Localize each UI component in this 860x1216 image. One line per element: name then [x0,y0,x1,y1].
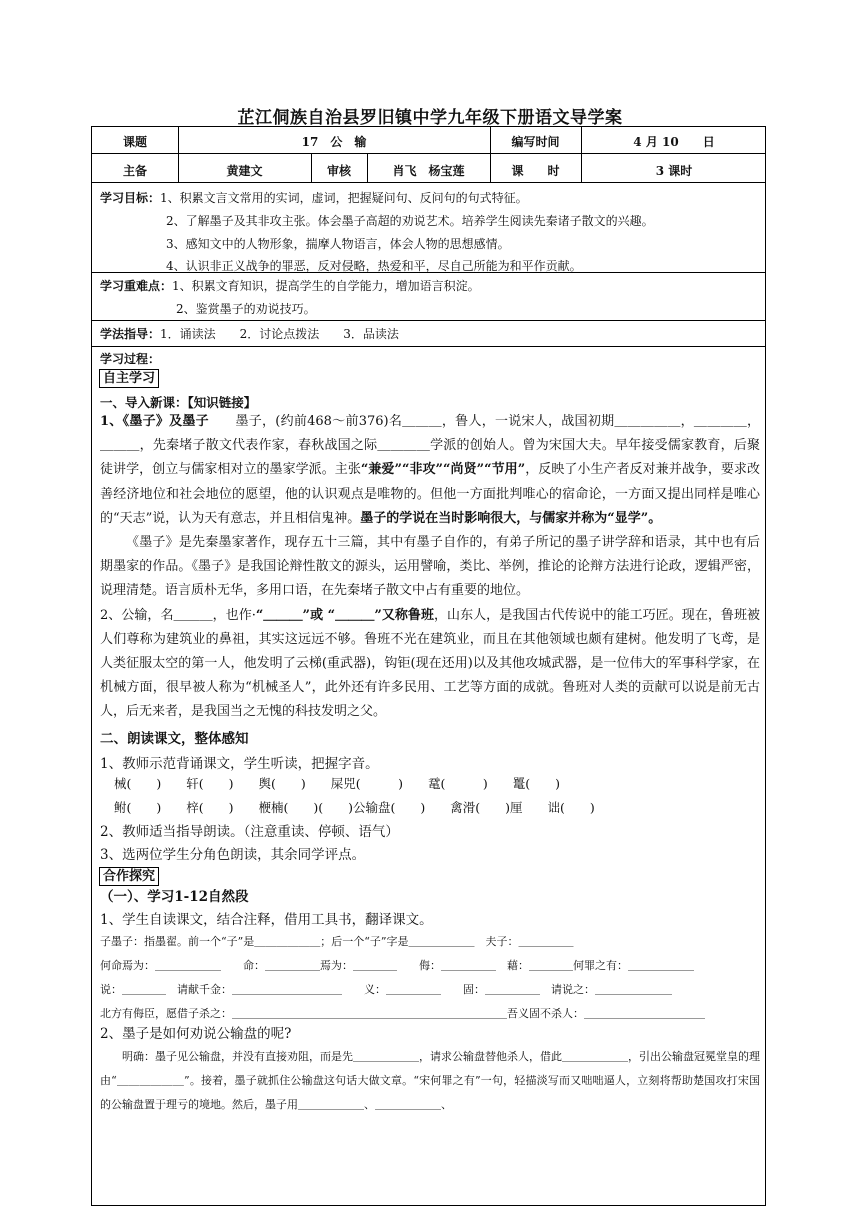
lead-label: 主备 [122,164,147,178]
topic-label: 课题 [122,135,147,149]
gongshu-alias: “＿＿＿”或 “＿＿＿”又称鲁班 [255,607,435,623]
lesson-plan-table [91,126,766,1206]
gongshu-text: 2、公输，名＿＿＿，也作· [100,607,256,623]
review-label: 审核 [326,164,351,178]
reading-step: 1、教师示范背诵课文，学生听读，把握字音。 [100,756,379,772]
section-intro: 一、导入新课：【知识链接】 [100,395,257,410]
date-label: 编写时间 [511,135,560,149]
period-label: 课 时 [511,164,560,178]
keypoint-item: 1、积累文育知识，提高学生的自学能力，增加语言积淀。 [172,279,480,293]
goals-label: 学习目标： [100,191,161,205]
lead-value: 黄建文 [226,164,263,178]
reading-step: 2、教师适当指导朗读。（注意重读、停顿、语气） [100,824,399,840]
knowledge-paragraphs [100,410,760,725]
keypoint-line [100,278,480,294]
mozi-doctrines: “兼爱”“非攻”“尚贤”“节用” [360,462,526,478]
goal-item: 2、了解墨子及其非攻主张。体会墨子高超的劝说艺术。培养学生阅读先秦诸子散文的兴趣。 [166,214,654,228]
methods-line [100,326,399,342]
process-label: 学习过程： [100,352,161,366]
row-divider [92,320,765,321]
goal-item: 4、认识非正义战争的罪恶，反对侵略，热爱和平，尽自己所能为和平作贡献。 [166,259,582,273]
study-step: 2、墨子是如何劝说公输盘的呢? [100,1026,292,1042]
goal-line [100,190,528,206]
section-reading: 二、朗读课文，整体感知 [100,731,249,747]
period-value: 3 课时 [655,164,693,178]
row-divider [92,153,765,154]
pronunciation-row: 械( ) 轩( ) 舆( ) 屎兕( ) 鼋( ) 鼍( ) [114,776,561,791]
methods-text: 1．诵读法 2．讨论点拨法 3．品读法 [160,327,399,341]
methods-label: 学法指导： [100,327,161,341]
pronunciation-row: 鲋( ) 梓( ) 楩楠( )( )公输盘( ) 禽滑( )厘 诎( ) [114,800,595,815]
review-value: 肖飞 杨宝莲 [392,164,465,178]
translation-fill: 何命焉为：＿＿＿＿＿＿ 命：＿＿＿＿＿焉为：＿＿＿＿ 侮：＿＿＿＿＿ 藉：＿＿＿＿何罪之有：＿＿＿＿＿＿ [100,959,694,972]
keypoint-item: 2、鉴赏墨子的劝说技巧。 [176,302,316,316]
reading-step: 3、选两位学生分角色朗读，其余同学评点。 [100,847,366,863]
row-divider [92,182,765,183]
study-step: 1、学生自读课文，结合注释，借用工具书，翻译课文。 [100,912,433,928]
goal-item: 1、积累文言文常用的实词，虚词，把握疑问句、反问句的句式特征。 [160,191,528,205]
mozi-influence: 墨子的学说在当时影响很大，与儒家并称为“显学”。 [360,510,662,526]
date-value: 4 月 10 日 [633,135,715,149]
mozi-paragraph [100,410,760,531]
goal-item: 3、感知文中的人物形象，揣摩人物语言，体会人物的思想感情。 [166,237,510,251]
answer-paragraph: 明确：墨子见公输盘，并没有直接劝阻，而是先＿＿＿＿＿＿，请求公输盘替他杀人，借此＿＿＿＿＿＿，引出公输盘冠冕堂皇的理由“＿＿＿＿＿＿”。接着，墨子就抓住公输盘这句话大做文章。“宋何罪之有”一句，轻描淡写而又咄咄逼人，立刻将帮助楚国攻打宋国的公输盘置于理亏的境地。然后，墨子用＿＿＿＿＿＿、＿＿＿＿＿＿、 [100,1050,760,1111]
mozi-heading: 1、《墨子》及墨子 [100,414,209,429]
topic-value: 17 公 输 [301,135,367,149]
keypoints-label: 学习重难点： [100,279,173,293]
gongshu-text: ，山东人，是我国古代传说中的能工巧匠。现在，鲁班被人们尊称为建筑业的鼻祖，其实这远远不够。鲁班不光在建筑业，而且在其他领域也颇有建树。他发明了飞鸢，是人类征服太空的第一人，他发明了云梯(重武器)，钩钜(现在还用)以及其他攻城武器，是一位伟大的军事科学家，在机械方面，很早被人称为“机械圣人”，此外还有许多民用、工艺等方面的成就。鲁班对人类的贡献可以说是前无古人，后无来者，是我国当之无愧的科技发明之父。 [100,607,761,720]
mozi-text: ，反映了小生产者反对兼并战争，要求改善经济地位和社会地位的愿望，他的认识观点是唯物的。但他一方面批判唯心的宿命论，一方面又提出同样是唯心的“天志”说，认为天有意志，并且相信鬼神。 [100,462,760,526]
gongshu-paragraph [100,604,760,725]
row-divider [92,346,765,347]
translation-fill: 说：＿＿＿＿ 请献千金：＿＿＿＿＿＿＿＿＿＿ 义：＿＿＿＿＿ 固：＿＿＿＿＿ 请说之：＿＿＿＿＿＿＿ [100,983,672,996]
mozi-book-paragraph: 《墨子》是先秦墨家著作，现存五十三篇，其中有墨子自作的，有弟子所记的墨子讲学辞和语录，其中也有后期墨家的作品。《墨子》是我国论辩性散文的源头，运用譬喻，类比、举例，推论的论辩方法进行论政，逻辑严密，说理清楚。语言质朴无华，多用口语，在先秦堵子散文中占有重要的地位。 [100,535,760,599]
translation-fill: 北方有侮臣，愿借子杀之：＿＿＿＿＿＿＿＿＿＿＿＿＿＿＿＿＿＿＿＿＿＿＿＿＿吾义固不杀人：＿＿＿＿＿＿＿＿＿＿＿ [100,1007,705,1020]
cooperative-box: 合作探究 [99,867,159,886]
mozi-text: 墨子，(约前468～前376)名＿＿＿，鲁人，一说宋人，战国初期＿＿＿＿＿，＿＿＿＿，＿＿＿，先秦堵子散文代表作家，春秋战国之际＿＿＿＿学派的创始人。曾为宋国大夫。早年接受儒家教育，后聚徒讲学，创立与儒家相对立的墨家学派。主张 [100,414,760,478]
translation-fill: 子墨子：指墨翟。前一个“子”是＿＿＿＿＿＿；后一个“子”字是＿＿＿＿＿＿ 夫子：＿＿＿＿＿ [100,935,574,948]
section-study: （一）、学习1-12自然段 [100,889,249,905]
page-title: 芷江侗族自治县罗旧镇中学九年级下册语文导学案 [237,108,623,128]
self-study-box: 自主学习 [99,369,159,388]
